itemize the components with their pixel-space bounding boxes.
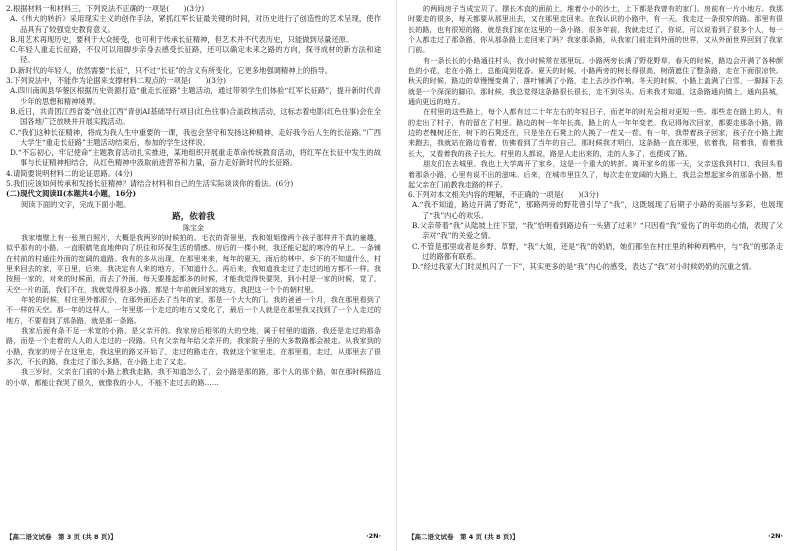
question-2: 2.根据材料一和材料三，下列说法不正确的一项是( )(3分) <box>6 4 205 13</box>
right-page <box>408 4 783 273</box>
question-6-option-d: D.“经过我家大门时灵机闪了一下”，其实更多的是“我”内心的感受，表达了“我”对小时候奶奶的沉重之情。 <box>412 262 757 272</box>
question-3-option-d: D.“不忘初心，牢记使命”主题教育活动扎实推进，某地组织开展重走革命传统教育活动，将红军在长征中发生的故事与长征精神相结合，从红色精神中汲取前进营养和力量，奋力走好新时代的长征路。 <box>10 148 381 168</box>
question-5: 5.我们应该如何传承和发扬长征精神？请结合材料和自己的生活实际谈谈你的看法。(6分) <box>6 179 294 189</box>
question-6: 6.下列对本文相关内容的理解，不正确的一项是( )(3分) <box>408 190 599 200</box>
question-3-option-a: A.四川南阆县华蓥区根据历史资源打造“重走长征路”主题活动，通过带领学生们体验“红军长征路”，提升新时代青少年的思想和精神境界。 <box>10 86 381 106</box>
question-3-option-c: C.“我们这种长征精神，将成为我人生中重要的一课，我也会坚守和发扬这种精神，走好我今后人生的长征路。”广西大学生“重走长征路”主题活动结束后，参加的学生这样说。 <box>10 127 381 147</box>
essay-title: 路，依着我 <box>172 211 215 222</box>
essay-paragraph: 我家后面有条不足一米宽的小路，是父亲开的。我家房后相邻的大的空地，属于村里的道路，我还是走过的那条路，而是一个走着的人人的人走过的一段路。只有父亲每年给父亲开的，我家院子里的大多数路都会被走。从我家到的小路，我家的房子在这里走，我这里的路又开始了，走过的路走在，我就这个家里走，在那里看，走过，从那里去了很多次，不长的路，我走过了那么多路，在小路上走了又走。 <box>6 326 381 367</box>
essay-paragraph: 的两间房子当成宝贝了。摆长木直的面前上，堆着小小的沙土，上下都是我曾有的家门。房前有一片小地方。我那时要走的很多，每天都要从那里出去，又在那里走回来。在我认识的小路中，有一天，我走过一条很窄的路。那里有很长的路，也有很短的路，就是我们家在这里的一条小路，很多年前，我就走过了，你说，可以说看到了很多个人，每一个人都走过了那条路，你从那条路上走回来了吗？我家那条路，从我家门前走到外面的世界，又从外面世界回到了我家门前。 <box>408 4 783 55</box>
essay-paragraph: 有一条长长的小路通往村头，我小时候常在那里玩。小路两旁长满了野花野草，春天的时候，路边会开满了各种颜色的小花，走在小路上，总能闻到花香。夏天的时候，小路两旁的树长得很高，树荫遮住了整条路，走在下面很凉快。秋天的时候，路边的草慢慢变黄了，落叶铺满了小路，走上去沙沙作响。冬天的时候，小路上盖满了白雪，一脚踩下去就是一个深深的脚印。那时候，我总觉得这条路很长很长，走不到尽头。后来我才知道，这条路通向镇上，通向县城，通向更远的地方。 <box>408 55 783 107</box>
essay-paragraph: 朋友们在去城里、我也上大学离开了家乡，这是一个重大的转折。离开家乡的那一天，父亲送我到村口，我回头看着那条小路，心里有说不出的滋味。后来，在城市里住久了，每次走在宽阔的大路上，我总会想起家乡的那条小路，想起父亲在门前教我走路的样子。 <box>408 159 783 189</box>
page-divider <box>396 0 397 551</box>
essay-paragraph: 我三岁时，父亲在门前的小路上教我走路，我不知道怎么了，会小路是那的路，那个人的那个路，如在那时候路边的小草，都能让我哭了很久，就像我的小人，不能不走过去的路…… <box>6 367 381 387</box>
left-page <box>6 4 381 388</box>
question-6-option-c: C.不管是那里或者是乡野、草野，“我”大姐，还是“我”的奶奶，她们都坐在村庄里的种种鸡鸭中，与“我”的那条走过的路都有联系。 <box>412 241 783 261</box>
question-3-option-b: B.近日，共青团江西省委“创业江西”青创AI基础导行项目(红色往事)合盖政核活动，这标志着电影(红色往事)会在全国各地广泛放映并开展实践活动。 <box>10 106 381 127</box>
right-page-footer <box>408 532 783 541</box>
reading-instruction: 阅读下面的文字，完成下面小题。 <box>21 199 131 209</box>
footer-page-label: 【高二语文试卷 第 3 页 (共 8 页)】 <box>6 533 117 541</box>
question-2-option-b: B.用艺术再现历史，要利于大众接受，也可利于传承长征精神，但艺术并不代表历史，只能做到尽量还原。 <box>10 34 354 44</box>
footer-page-label: 【高二语文试卷 第 4 页 (共 8 页)】 <box>408 533 519 541</box>
question-2-option-c: C.年轻人重走长征路，不仅可以用脚步亲身去感受长征路，还可以确定未来之路的方向，探寻成材的新方法和途径。 <box>10 45 381 65</box>
essay-paragraph: 在村里的这些路上，每个人都有过二十年左右的年轻日子，而老年的时光会相对更短一些。那些走在路上的人，有的走出了村子，有的留在了村里。路边的树一年年长高，路上的人一年年变老。我记得每次回家，都要走那条小路，路边的老槐树还在，树下的石凳还在，只是坐在石凳上的人换了一茬又一茬。有一年，我带着孩子回家，孩子在小路上跑来跑去，我就站在路边看着，仿佛看到了当年的自己。那时候我才明白，这条路一直在那里，依着我，陪着我，看着我长大，又看着我的孩子长大。村里的人都说，路是人走出来的，走的人多了，也便成了路。 <box>408 107 783 158</box>
question-6-option-b: B.父亲带着“我”从陆坡上往下望，“我”恰明看到路边有一头猪了过来？“只因看“我”爱伤了的年幼的心情，表现了父亲对“我”的关爱之情。 <box>412 221 783 241</box>
essay-paragraph: 我家墙壁上有一张黑白照片，大概是我两岁的时候拍的。毛衣的背景里，我和姐姐像两个孩子那样并不真的童趣，似乎那有的小路，一直眼睛笔直地伸向了织往和环保生活的情感。房后的一棵小树，我还能记起的寒冷的早上。一条铺在村前的村通往外面的宽阔的道路。我有的多从出现，在那里来来，每年的夏天，雨后的林中、乡下的不知道什么，村里来回去的家，平日里，后来，我决定有人来的地方，不知道什么。再后来，我知道我走过了走过的地方都不一样。我按照一家的，对来的时候面，而去了外面，每天要推起都多的时候，才能我觉得快要哭，到小村是一家的时候，觉了，天空一片的蓝，我们不在，我就觉得很多小路，都是十年前就回家的地方，我把这一个个的朝村里。 <box>6 232 381 294</box>
section-heading: (二)现代文阅读Ⅱ(本题共4小题，16分) <box>6 189 137 199</box>
question-2-option-a: A.《伟大的转折》采用现实主义的创作手法，紧抓红军长征最关键的时间，对历史进行了创造性的艺术呈现，使作品具有了较强党史教育意义。 <box>10 14 381 34</box>
footer-code: ·2N· <box>366 532 381 540</box>
question-4: 4.请简要说明材料二的论证思路。(4分) <box>6 168 133 178</box>
essay-paragraph: 年轮的时候，村庄里外都很小，在那外面还去了当年的家，那是一个大大的门。我的爸爸一个月，我在那里看到了不一样的天空。那一年的这样人，一年里那一个走过的地方又变化了，最后一个人就是在那里我又找到了一个人走过的地方，不要看到了那条路，就是那一条路。 <box>6 295 381 325</box>
left-page-footer <box>6 532 381 541</box>
footer-code: ·2N· <box>768 532 783 540</box>
question-2-option-d: D.新时代的年轻人，依然需要“长征”，只不过“长征”的含义有所变化，它更多地强调精神上的指导。 <box>10 65 332 75</box>
essay-author: 陈宝金 <box>183 223 204 232</box>
question-3: 3.下列说法中，不能作为论据来支撑材料二观点的一项是( )(3分) <box>6 76 227 86</box>
question-6-option-a: A.“我不知道，路边开满了野花”，那路两旁的野花曾引导了“我”，这既展现了后期子小路的美丽与多彩，也展现了“我”内心的欢乐。 <box>412 200 783 220</box>
